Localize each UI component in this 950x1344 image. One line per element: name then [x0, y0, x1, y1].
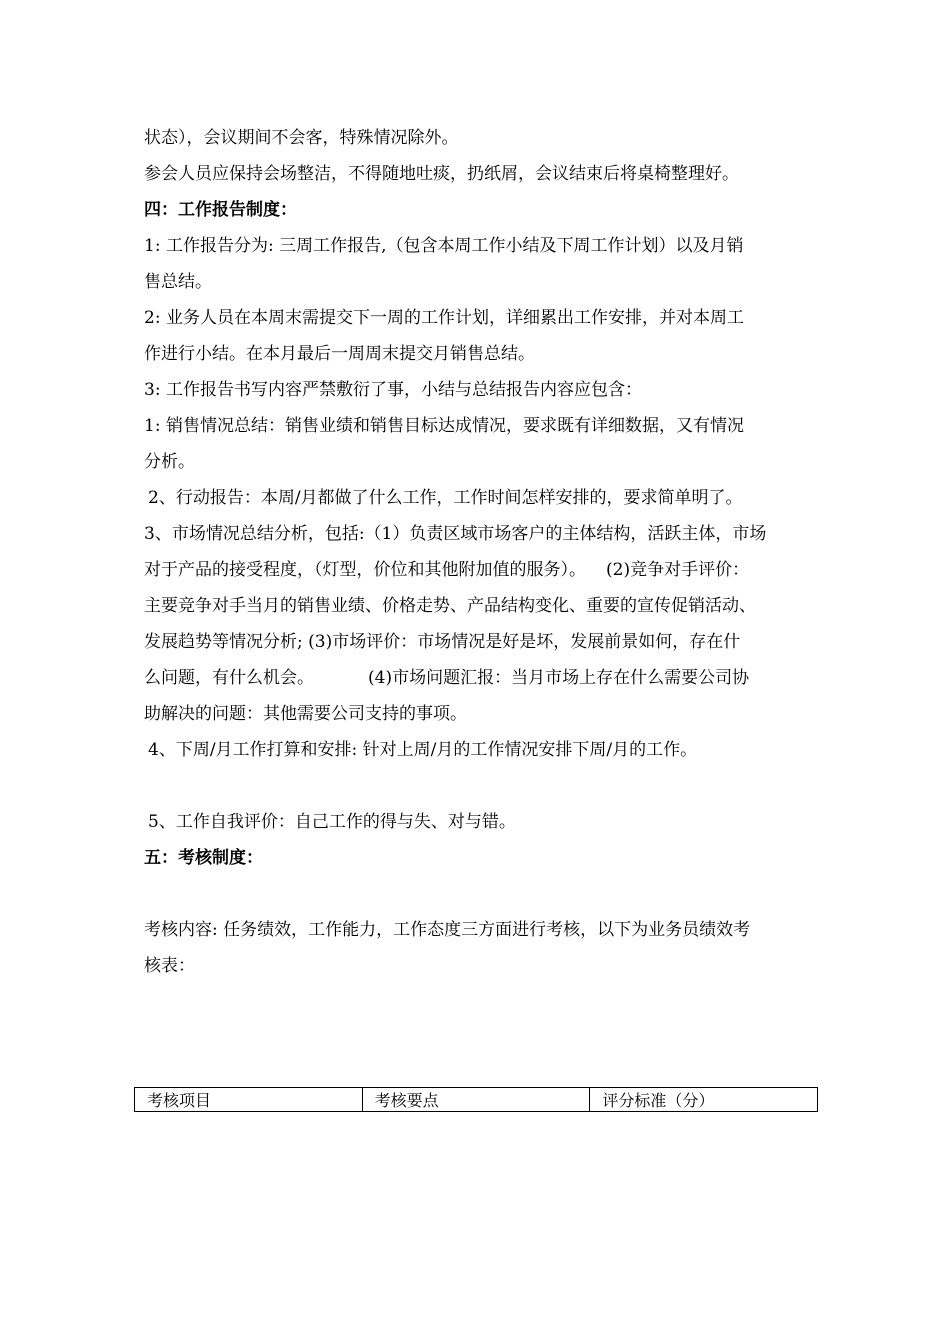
- paragraph-line: 2、行动报告：本周/月都做了什么工作，工作时间怎样安排的，要求简单明了。: [148, 488, 743, 508]
- text-run: 么问题，有什么机会。: [144, 668, 314, 688]
- text-run: (4)市场问题汇报：当月市场上存在什么需要公司协: [368, 668, 750, 688]
- table-header-cell: 考核项目: [135, 1088, 363, 1112]
- paragraph-line: 1: 工作报告分为: 三周工作报告,（包含本周工作小结及下周工作计划）以及月销: [144, 236, 744, 256]
- section-heading-work-report: 四：工作报告制度：: [144, 200, 297, 220]
- paragraph-line: 售总结。: [144, 272, 212, 292]
- table-header-cell: 评分标准（分）: [590, 1088, 818, 1112]
- paragraph-line: 发展趋势等情况分析; (3)市场评价：市场情况是好是坏，发展前景如何，存在什: [144, 632, 741, 652]
- paragraph-line: 4、下周/月工作打算和安排: 针对上周/月的工作情况安排下周/月的工作。: [148, 740, 698, 760]
- paragraph-line: 主要竞争对手当月的销售业绩、价格走势、产品结构变化、重要的宣传促销活动、: [144, 596, 756, 616]
- text-run: (2)竞争对手评价：: [606, 560, 750, 580]
- paragraph-line: 2: 业务人员在本周末需提交下一周的工作计划，详细累出工作安排，并对本周工: [144, 308, 744, 328]
- paragraph-line: 分析。: [144, 452, 195, 472]
- document-body: [144, 120, 816, 984]
- blank-line: [144, 768, 816, 804]
- section-heading-assessment: 五：考核制度：: [144, 848, 263, 868]
- paragraph-line: 1: 销售情况总结：销售业绩和销售目标达成情况，要求既有详细数据，又有情况: [144, 416, 744, 436]
- paragraph-line: 核表：: [144, 956, 195, 976]
- paragraph-line: [144, 552, 816, 588]
- paragraph-line: 助解决的问题：其他需要公司支持的事项。: [144, 704, 467, 724]
- text-run: 对于产品的接受程度，（灯型，价位和其他附加值的服务）。: [144, 560, 586, 580]
- paragraph-line: 3、市场情况总结分析，包括:（1）负责区域市场客户的主体结构，活跃主体，市场: [144, 524, 767, 544]
- table-header-cell: 考核要点: [362, 1088, 590, 1112]
- assessment-table: [134, 1087, 818, 1112]
- paragraph-line: 作进行小结。在本月最后一周周末提交月销售总结。: [144, 344, 535, 364]
- table-header-row: [135, 1088, 818, 1112]
- paragraph-line: 5、工作自我评价：自己工作的得与失、对与错。: [148, 812, 516, 832]
- paragraph-line: 考核内容: 任务绩效，工作能力，工作态度三方面进行考核，以下为业务员绩效考: [144, 920, 751, 940]
- blank-line: [144, 876, 816, 912]
- paragraph-line: 3: 工作报告书写内容严禁敷衍了事，小结与总结报告内容应包含：: [144, 380, 642, 400]
- paragraph-line: 参会人员应保持会场整洁，不得随地吐痰，扔纸屑，会议结束后将桌椅整理好。: [144, 164, 739, 184]
- paragraph-line: 状态），会议期间不会客，特殊情况除外。: [144, 128, 459, 148]
- paragraph-line: [144, 660, 816, 696]
